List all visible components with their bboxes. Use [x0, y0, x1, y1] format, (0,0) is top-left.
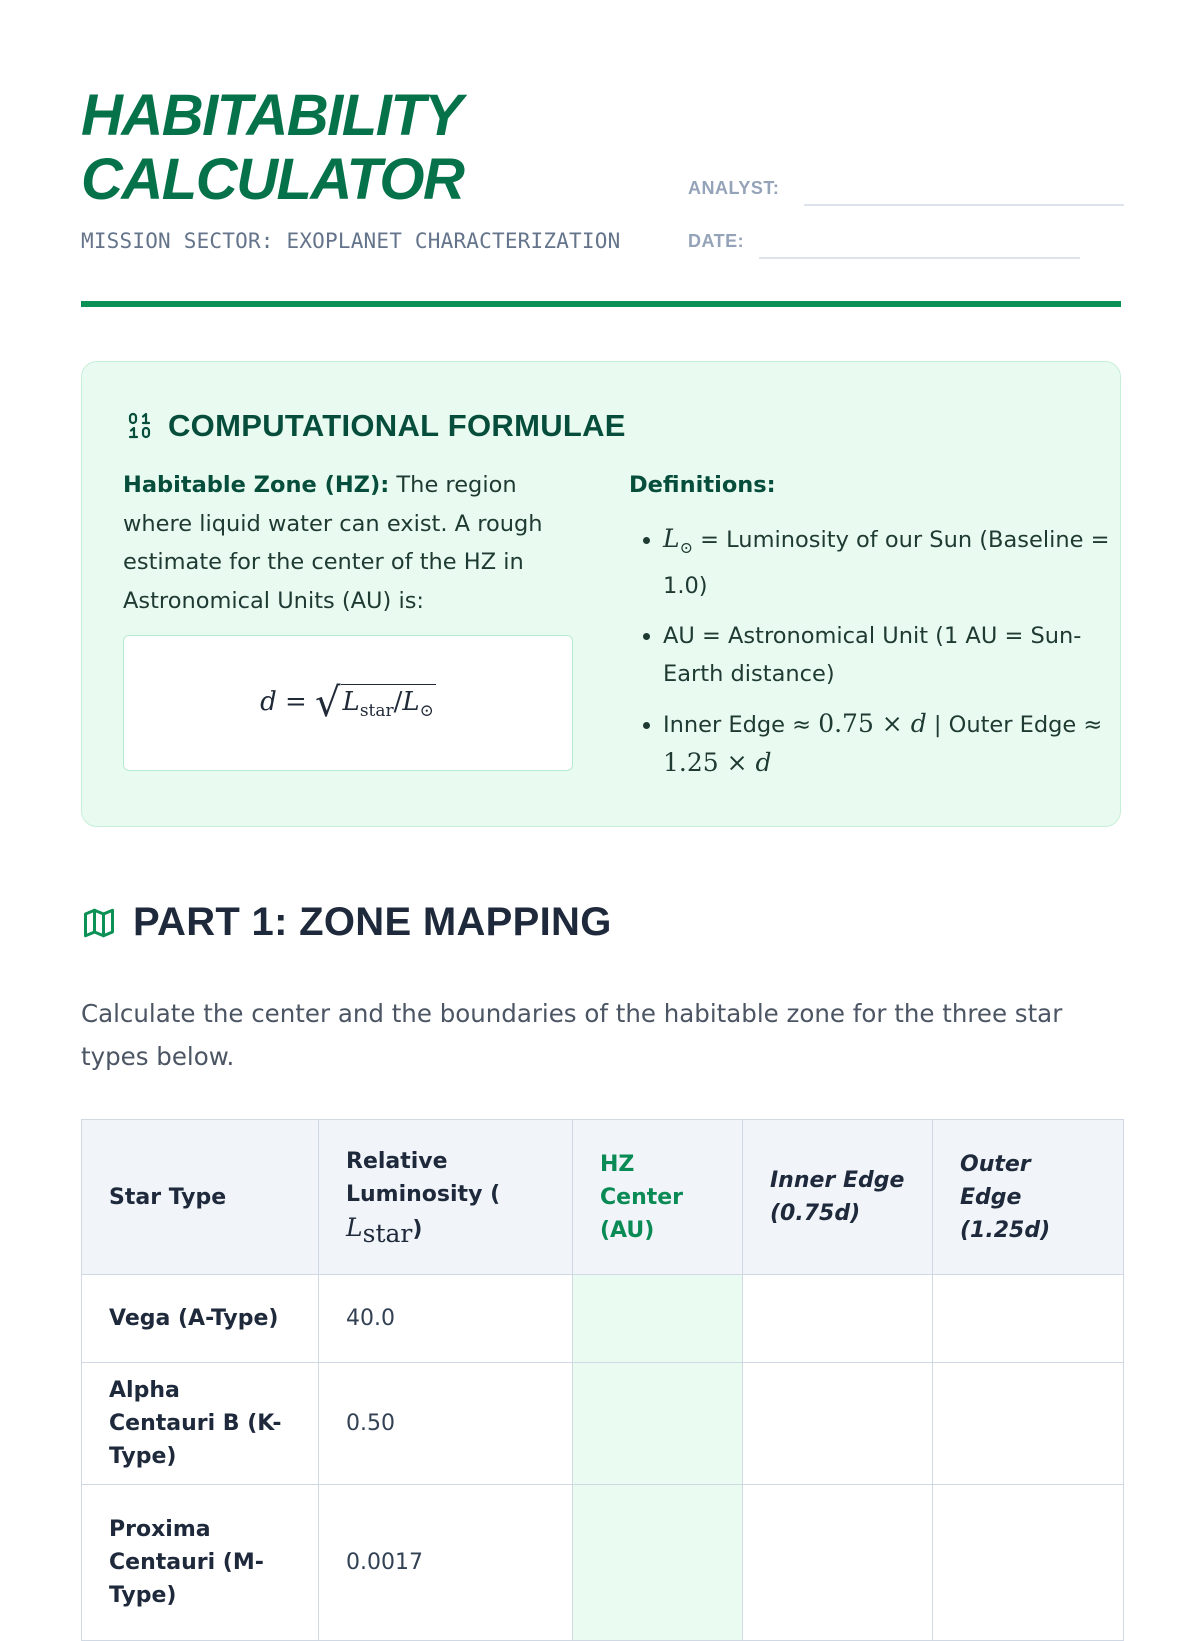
formula-equals: =	[284, 687, 307, 717]
radicand	[341, 684, 436, 721]
table-row	[82, 1275, 1124, 1363]
star-name: Vega (A-Type)	[82, 1275, 319, 1363]
outer-edge-label: Outer Edge ≈	[948, 712, 1103, 738]
definition-au: • AU = Astronomical Unit (1 AU = Sun-Earth distance)	[663, 617, 1123, 693]
inner-edge-var: d	[910, 709, 927, 738]
radical-sign: √	[315, 680, 341, 726]
def-sun-sub: ⊙	[679, 538, 694, 557]
header-lum-sub: star	[362, 1218, 413, 1248]
hz-center-input[interactable]	[573, 1363, 743, 1485]
formulae-header	[128, 408, 626, 444]
title-line-1: HABITABILITY	[81, 83, 462, 148]
def-l-symbol: L	[663, 524, 680, 553]
zone-mapping-table	[81, 1119, 1124, 1641]
header-star-type: Star Type	[82, 1120, 319, 1275]
definition-edges	[663, 705, 1123, 783]
title-line-2: CALCULATOR	[81, 147, 464, 212]
date-field[interactable]	[759, 257, 1080, 259]
hz-center-input[interactable]	[573, 1275, 743, 1363]
analyst-field[interactable]	[804, 204, 1124, 206]
formula-sun-sub: ⊙	[419, 701, 434, 721]
header-luminosity-label: Relative Luminosity (	[346, 1148, 501, 1207]
star-luminosity: 0.50	[319, 1363, 573, 1485]
part1-title: PART 1: ZONE MAPPING	[133, 900, 612, 944]
header-lum-close: )	[412, 1216, 423, 1242]
hz-description	[123, 466, 573, 620]
hz-text: The region where liquid water can exist. A rough estimate for the center of the HZ in Astronomical Units (AU) is:	[123, 472, 543, 614]
formula-l-star: L	[342, 687, 360, 717]
inner-edge-input[interactable]	[743, 1485, 933, 1641]
outer-edge-input[interactable]	[933, 1363, 1124, 1485]
binary-icon	[128, 411, 152, 441]
inner-edge-input[interactable]	[743, 1363, 933, 1485]
hz-term: Habitable Zone (HZ):	[123, 472, 390, 498]
formula-lhs: d	[260, 687, 277, 717]
header-inner-edge: Inner Edge (0.75d)	[743, 1120, 933, 1275]
page-title	[81, 84, 463, 212]
map-icon	[81, 905, 117, 941]
def-sun-text: = Luminosity of our Sun (Baseline = 1.0)	[663, 527, 1110, 599]
inner-edge-factor: 0.75 ×	[818, 709, 911, 738]
outer-edge-var: d	[755, 748, 772, 777]
formulae-card	[81, 361, 1121, 827]
inner-edge-label: Inner Edge ≈	[663, 712, 819, 738]
analyst-label: ANALYST:	[688, 178, 780, 198]
outer-edge-factor: 1.25 ×	[663, 748, 756, 777]
edge-separator: |	[926, 712, 949, 738]
outer-edge-input[interactable]	[933, 1275, 1124, 1363]
header-divider	[81, 301, 1121, 307]
table-row	[82, 1485, 1124, 1641]
star-luminosity: 40.0	[319, 1275, 573, 1363]
square-root	[315, 680, 436, 726]
formula-box	[123, 635, 573, 771]
star-name: Proxima Centauri (M-Type)	[82, 1485, 319, 1641]
part1-header	[81, 900, 612, 945]
formulae-title: COMPUTATIONAL FORMULAE	[168, 408, 626, 443]
hz-center-input[interactable]	[573, 1485, 743, 1641]
definition-sun-luminosity	[663, 520, 1123, 605]
definitions-title: Definitions:	[629, 472, 776, 498]
inner-edge-input[interactable]	[743, 1275, 933, 1363]
table-row	[82, 1363, 1124, 1485]
mission-sector: MISSION SECTOR: EXOPLANET CHARACTERIZATION	[81, 229, 621, 253]
formula-slash: /	[393, 687, 403, 717]
formula-l-sun: L	[402, 687, 420, 717]
hz-formula	[124, 680, 572, 726]
header-lum-symbol: L	[346, 1212, 363, 1242]
formula-star-sub: star	[359, 701, 394, 721]
header-luminosity	[319, 1120, 573, 1275]
part1-intro: Calculate the center and the boundaries of the habitable zone for the three star types below.	[81, 999, 1063, 1071]
header-hz-center: HZ Center (AU)	[573, 1120, 743, 1275]
outer-edge-input[interactable]	[933, 1485, 1124, 1641]
table-header-row	[82, 1120, 1124, 1275]
star-luminosity: 0.0017	[319, 1485, 573, 1641]
header-outer-edge: Outer Edge (1.25d)	[933, 1120, 1124, 1275]
definitions-list	[629, 520, 1123, 795]
date-label: DATE:	[688, 231, 745, 251]
star-name: Alpha Centauri B (K-Type)	[82, 1363, 319, 1485]
